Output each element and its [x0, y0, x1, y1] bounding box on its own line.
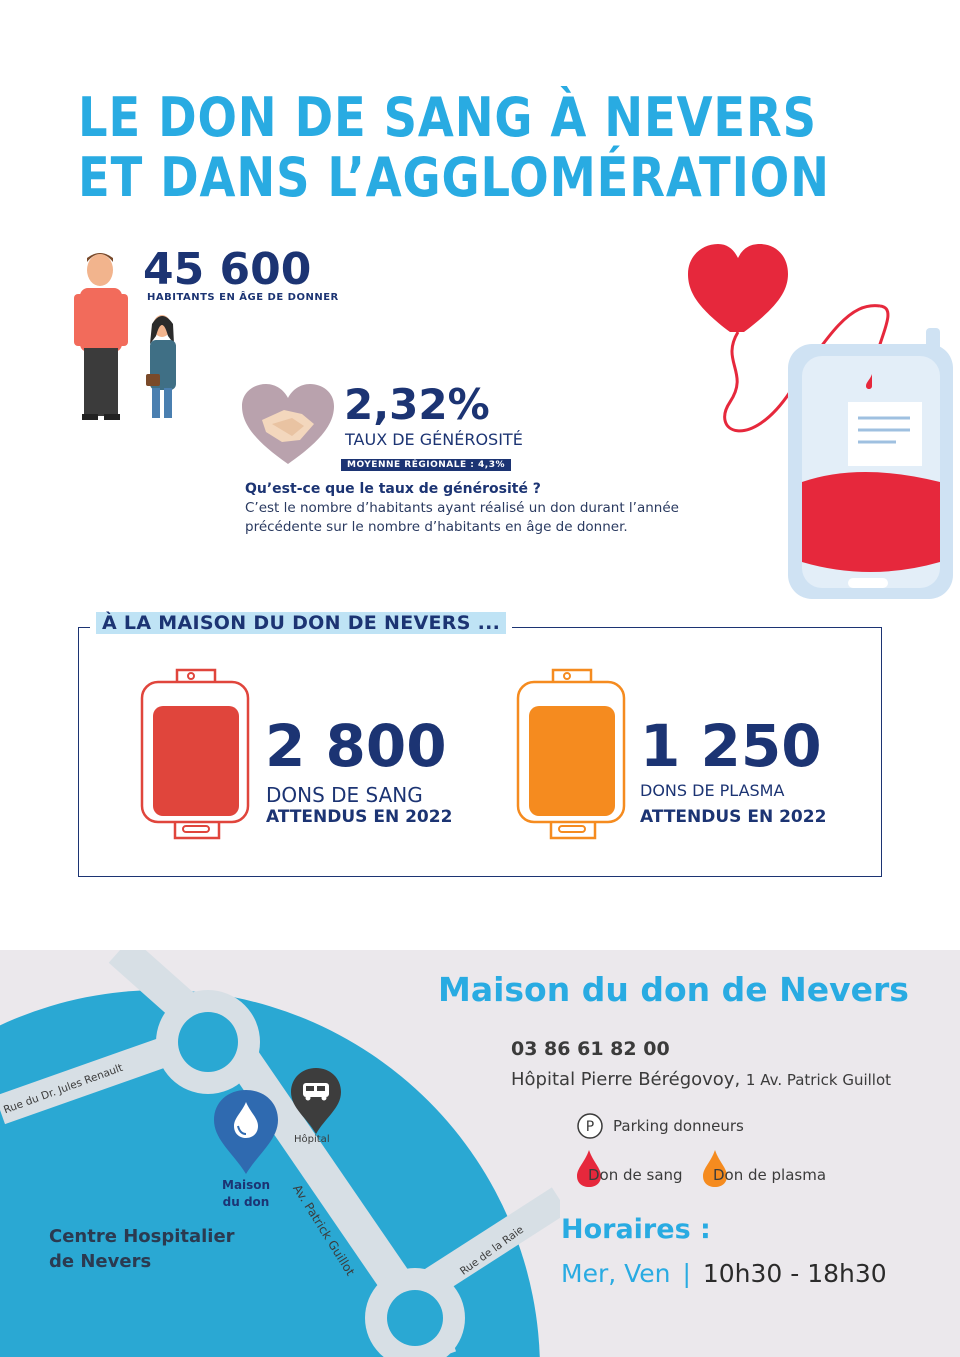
handshake-heart-icon [242, 384, 334, 468]
street-label-guillot: Av. Patrick Guillot [290, 1182, 358, 1279]
maison-heading-text: À LA MAISON DU DON DE NEVERS ... [96, 612, 506, 634]
generosity-question: Qu’est-ce que le taux de générosité ? [245, 481, 541, 497]
generosity-explanation [245, 499, 679, 537]
opening-days: Mer, Ven [561, 1259, 671, 1288]
generosity-value: 2,32% [344, 380, 490, 429]
info-address-street: 1 Av. Patrick Guillot [745, 1071, 892, 1089]
plasma-donations-label-2: ATTENDUS EN 2022 [640, 807, 827, 827]
plasma-donations-value: 1 250 [640, 712, 822, 780]
hospital-pin-label: Hôpital [294, 1134, 330, 1145]
page-title [78, 88, 830, 208]
title-line-2: ET DANS L’AGGLOMÉRATION [78, 146, 830, 209]
maison-pin-label-1: Maison [222, 1178, 271, 1192]
explanation-line-1: C’est le nombre d’habitants ayant réalisé un don durant l’année [245, 500, 679, 516]
maison-pin-label-2: du don [222, 1195, 270, 1209]
blood-donations-label-1: DONS DE SANG [266, 783, 423, 807]
svg-text:P: P [585, 1119, 595, 1135]
explanation-line-2: précédente sur le nombre d’habitants en âge de donner. [245, 519, 628, 535]
population-label: HABITANTS EN ÂGE DE DONNER [147, 292, 339, 303]
parking-label: Parking donneurs [613, 1117, 744, 1135]
opening-times: 10h30 - 18h30 [702, 1259, 887, 1288]
opening-hours [561, 1259, 887, 1288]
title-line-1: LE DON DE SANG À NEVERS [78, 86, 817, 149]
info-address-main: Hôpital Pierre Bérégovoy, [511, 1069, 741, 1090]
parking-icon [576, 1112, 604, 1140]
info-phone[interactable]: 03 86 61 82 00 [511, 1038, 670, 1060]
map [0, 950, 560, 1357]
blood-bag-icon [139, 666, 253, 844]
plasma-bag-icon [515, 666, 629, 844]
blood-donations-label-2: ATTENDUS EN 2022 [266, 807, 453, 827]
blood-bag-illustration [680, 232, 960, 602]
legend-plasma: Don de plasma [713, 1166, 827, 1184]
centre-label-1: Centre Hospitalier [49, 1226, 235, 1247]
maison-pin-label [222, 1177, 270, 1211]
regional-average-badge [341, 452, 511, 471]
centre-label-2: de Nevers [49, 1251, 152, 1272]
generosity-label: TAUX DE GÉNÉROSITÉ [345, 430, 523, 449]
centre-hospitalier-label [49, 1224, 235, 1274]
maison-heading [90, 612, 512, 634]
plasma-donations-label-1: DONS DE PLASMA [640, 781, 785, 800]
hospital-pin-icon[interactable] [291, 1068, 341, 1134]
legend-blood: Don de sang [588, 1166, 683, 1184]
info-name: Maison du don de Nevers [438, 970, 909, 1009]
hours-separator: | [682, 1259, 691, 1288]
info-address [511, 1069, 891, 1090]
population-value: 45 600 [143, 244, 312, 295]
maison-du-don-pin-icon[interactable] [214, 1090, 278, 1174]
street-label-renault: Rue du Dr. Jules Renault [2, 1061, 125, 1117]
street-label-raie: Rue de la Raie [458, 1223, 526, 1278]
regional-average-text: MOYENNE RÉGIONALE : 4,3% [341, 459, 511, 471]
blood-donations-value: 2 800 [265, 712, 447, 780]
hours-title: Horaires : [561, 1214, 711, 1245]
